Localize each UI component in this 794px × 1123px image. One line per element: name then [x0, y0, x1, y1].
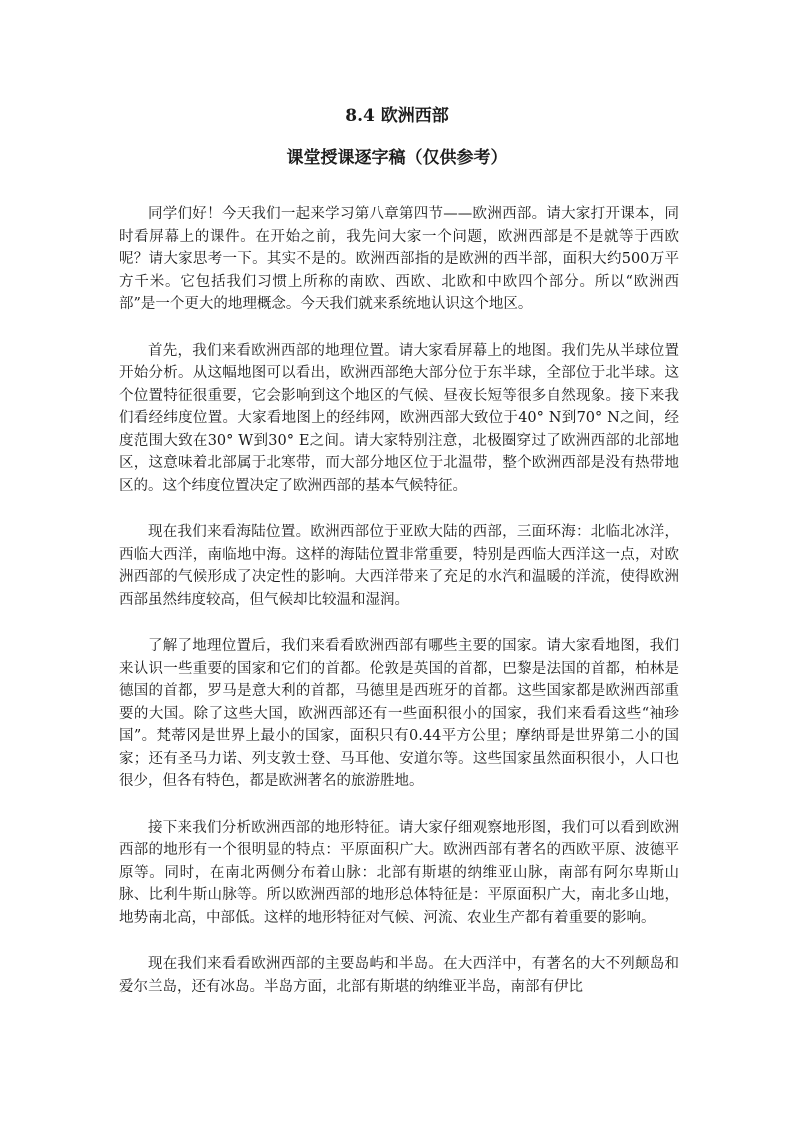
paragraph: 现在我们来看海陆位置。欧洲西部位于亚欧大陆的西部，三面环海：北临北冰洋，西临大西洋，南临地中海。这样的海陆位置非常重要，特别是西临大西洋这一点，对欧洲西部的气候形成了决定性的影响。大西洋带来了充足的水汽和温暖的洋流，使得欧洲西部虽然纬度较高，但气候却比较温和湿润。: [119, 524, 679, 608]
page-title: 8.4 欧洲西部: [345, 106, 449, 126]
paragraph: 同学们好！今天我们一起来学习第八章第四节——欧洲西部。请大家打开课本，同时看屏幕上的课件。在开始之前，我先问大家一个问题，欧洲西部是不是就等于西欧呢？请大家思考一下。其实不是的。欧洲西部指的是欧洲的西半部，面积大约500万平方千米。它包括我们习惯上所称的南欧、西欧、北欧和中欧四个部分。所以“欧洲西部”是一个更大的地理概念。今天我们就来系统地认识这个地区。: [119, 206, 679, 312]
paragraph: 首先，我们来看欧洲西部的地理位置。请大家看屏幕上的地图。我们先从半球位置开始分析。从这幅地图可以看出，欧洲西部绝大部分位于东半球，全部位于北半球。这个位置特征很重要，它会影响到这个地区的气候、昼夜长短等很多自然现象。接下来我们看经纬度位置。大家看地图上的经纬网，欧洲西部大致位于40° N到70° N之间，经度范围大致在30° W到30° E之间。请大家特别注意，北极圈穿过了欧洲西部的北部地区，这意味着北部属于北寒带，而大部分地区位于北温带，整个欧洲西部是没有热带地区的。这个纬度位置决定了欧洲西部的基本气候特征。: [119, 342, 679, 494]
page-subtitle: 课堂授课逐字稿（仅供参考）: [286, 148, 508, 168]
paragraph: 接下来我们分析欧洲西部的地形特征。请大家仔细观察地形图，我们可以看到欧洲西部的地形有一个很明显的特点：平原面积广大。欧洲西部有著名的西欧平原、波德平原等。同时，在南北两侧分布着山脉：北部有斯堪的纳维亚山脉，南部有阿尔卑斯山脉、比利牛斯山脉等。所以欧洲西部的地形总体特征是：平原面积广大，南北多山地，地势南北高，中部低。这样的地形特征对气候、河流、农业生产都有着重要的影响。: [119, 819, 679, 926]
document-body: [119, 203, 679, 1022]
paragraph: 了解了地理位置后，我们来看看欧洲西部有哪些主要的国家。请大家看地图，我们来认识一些重要的国家和它们的首都。伦敦是英国的首都，巴黎是法国的首都，柏林是德国的首都，罗马是意大利的首都，马德里是西班牙的首都。这些国家都是欧洲西部重要的大国。除了这些大国，欧洲西部还有一些面积很小的国家，我们来看看这些“袖珍国”。梵蒂冈是世界上最小的国家，面积只有0.44平方公里；摩纳哥是世界第二小的国家；还有圣马力诺、列支敦士登、马耳他、安道尔等。这些国家虽然面积很小，人口也很少，但各有特色，都是欧洲著名的旅游胜地。: [119, 638, 679, 789]
paragraph: 现在我们来看看欧洲西部的主要岛屿和半岛。在大西洋中，有著名的大不列颠岛和爱尔兰岛，还有冰岛。半岛方面，北部有斯堪的纳维亚半岛，南部有伊比: [119, 956, 679, 995]
